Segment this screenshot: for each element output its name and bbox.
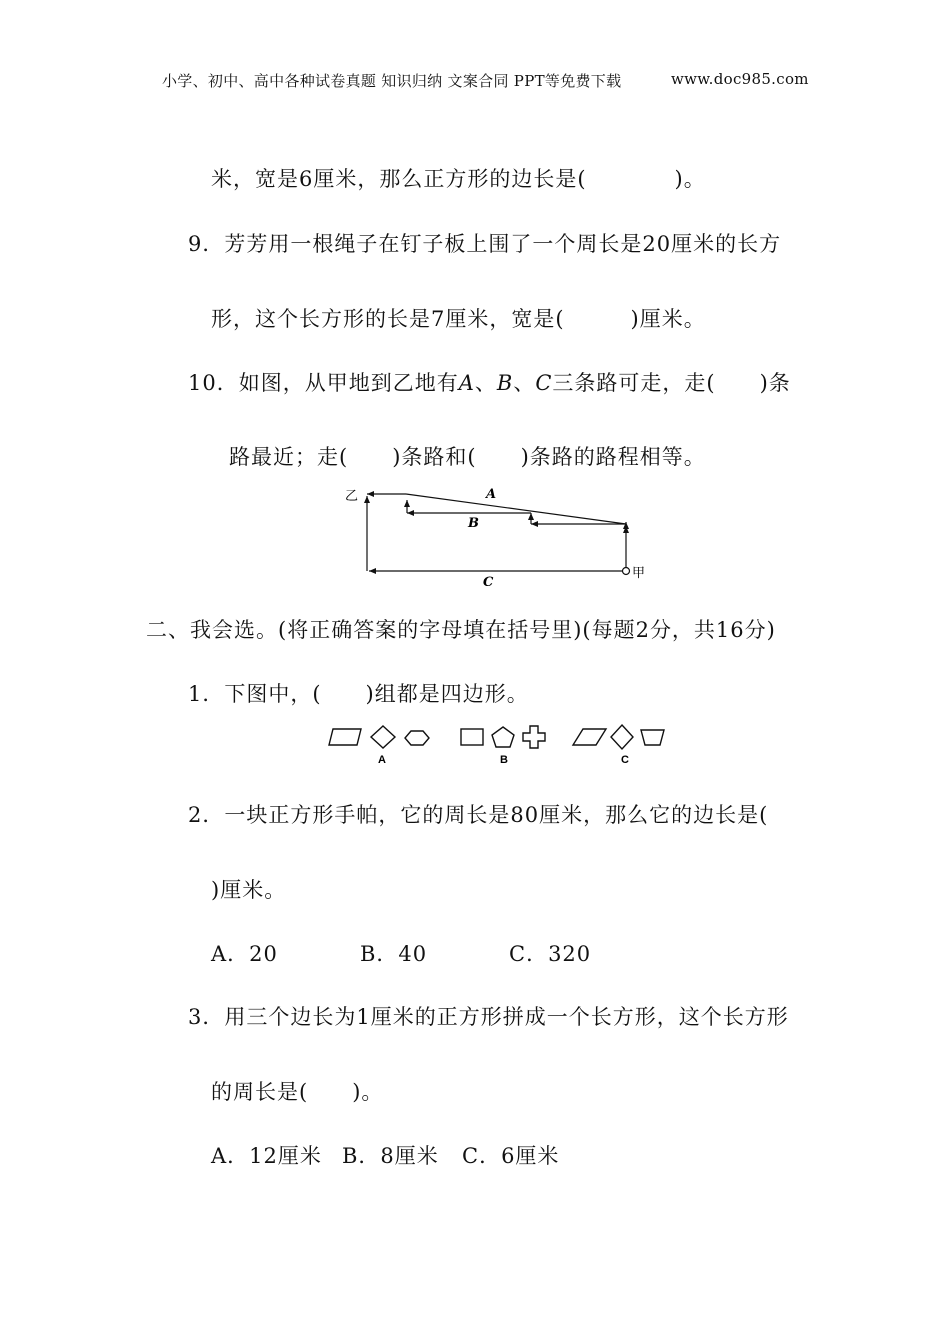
group-c-parallelogram <box>573 729 606 745</box>
q8-continuation: 米，宽是6厘米，那么正方形的边长是( )。 <box>211 167 706 191</box>
start-label: 甲 <box>632 566 646 581</box>
q9-line2: 形，这个长方形的长是7厘米，宽是( )厘米。 <box>211 307 706 331</box>
q2-option-a: A．20 <box>211 942 278 966</box>
q9-line1: 9．芳芳用一根绳子在钉子板上围了一个周长是20厘米的长方 <box>188 232 782 256</box>
header-url: www.doc985.com <box>671 70 809 88</box>
q2-line2: )厘米。 <box>211 878 287 902</box>
q3-line1: 3．用三个边长为1厘米的正方形拼成一个长方形，这个长方形 <box>188 1005 789 1029</box>
q2-option-b: B．40 <box>360 942 428 966</box>
q10-text-a: 10．如图，从甲地到乙地有 <box>188 371 459 395</box>
group-a-parallelogram <box>329 729 361 745</box>
start-point-circle <box>623 568 630 575</box>
group-c-label: C <box>621 754 629 766</box>
q3-option-c: C．6厘米 <box>462 1144 560 1168</box>
route-b-label: B <box>468 516 479 531</box>
q10-line2: 路最近；走( )条路和( )条路的路程相等。 <box>229 445 706 469</box>
group-a-rhombus <box>371 726 395 748</box>
group-b-pentagon <box>492 727 514 747</box>
section2-title: 二、我会选。(将正确答案的字母填在括号里)(每题2分，共16分) <box>146 618 776 642</box>
shapes-figure <box>325 722 670 770</box>
group-c-rhombus <box>611 725 633 749</box>
q10-route-b-ref: B <box>496 371 514 395</box>
q2-line1: 2．一块正方形手帕，它的周长是80厘米，那么它的边长是( <box>188 803 769 827</box>
header-text: 小学、初中、高中各种试卷真题 知识归纳 文案合同 PPT等免费下载 <box>162 72 622 90</box>
route-a-label: A <box>486 487 497 502</box>
q2-option-c: C．320 <box>509 942 592 966</box>
q3-option-b: B．8厘米 <box>342 1144 439 1168</box>
q1-text: 1．下图中，( )组都是四边形。 <box>188 682 529 706</box>
group-b-cross <box>523 726 545 748</box>
group-c-trapezoid <box>641 730 664 745</box>
group-a-hexagon <box>405 731 429 745</box>
q3-line2: 的周长是( )。 <box>211 1080 384 1104</box>
group-a-label: A <box>378 754 386 766</box>
route-c-label: C <box>483 575 494 590</box>
q3-option-a: A．12厘米 <box>211 1144 322 1168</box>
q10-sep1: 、 <box>474 371 497 395</box>
group-b-label: B <box>500 754 508 766</box>
group-b-rectangle <box>461 729 483 745</box>
q10-route-c-ref: C <box>535 371 553 395</box>
route-figure <box>330 480 660 590</box>
route-a-diagonal <box>406 494 626 524</box>
q10-route-a-ref: A <box>458 371 475 395</box>
q10-sep2: 、 <box>513 371 536 395</box>
q10-text-g: 三条路可走，走( )条 <box>552 371 791 395</box>
end-label: 乙 <box>345 489 359 504</box>
q10-line1 <box>188 367 791 397</box>
